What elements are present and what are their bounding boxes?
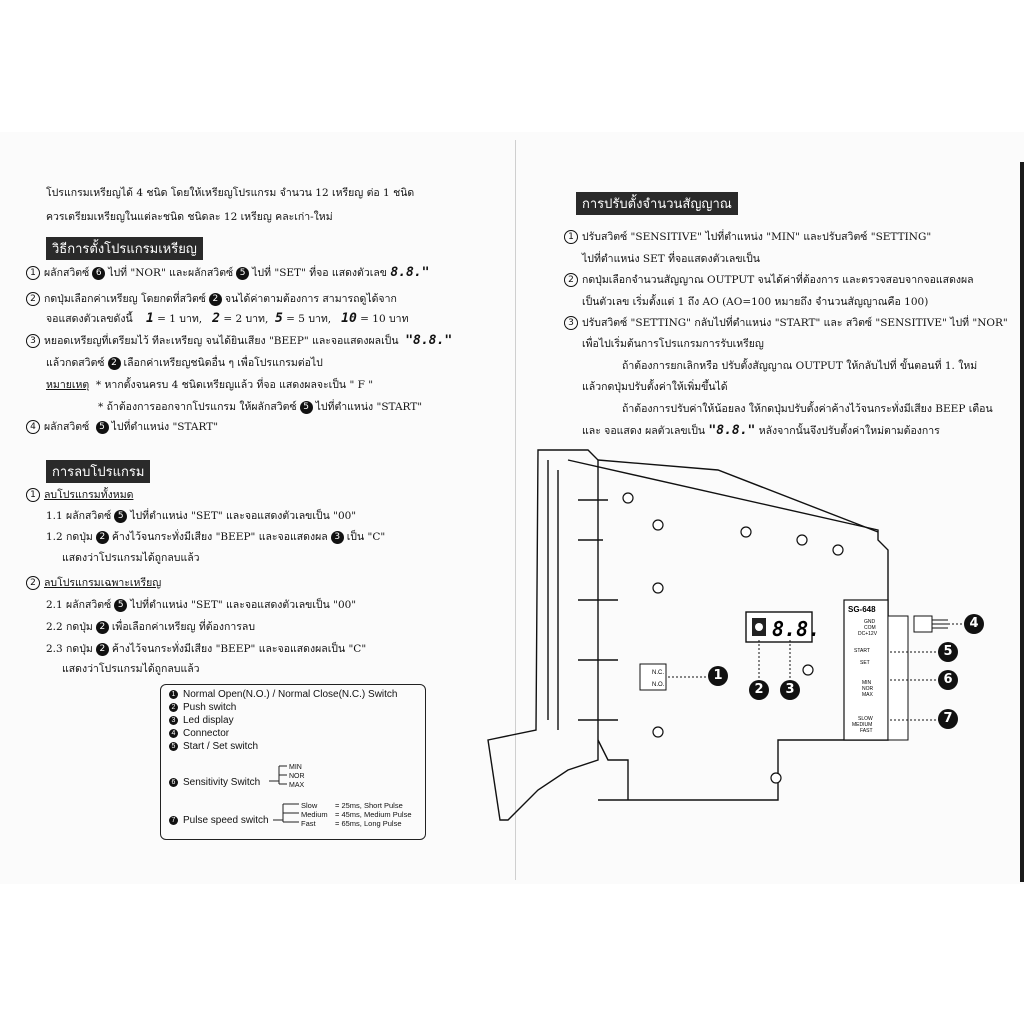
erase-heading: การลบโปรแกรม xyxy=(46,460,150,483)
set-label: SET xyxy=(860,660,870,666)
adjust-step-2-cont: เป็นตัวเลข เริ่มตั้งแต่ 1 ถึง AO (AO=100 หมายถึง จำนวนสัญญาณคือ 100) xyxy=(582,296,929,308)
callout-5-icon: 5 xyxy=(300,401,313,414)
erase-1-1: 1.1 ผลักสวิตซ์ 5 ไปที่ตำแหน่ง "SET" และจอแสดงตัวเลขเป็น "00" xyxy=(46,510,357,522)
callout-2: 2 xyxy=(749,680,769,700)
callout-5-icon: 5 xyxy=(236,267,249,280)
erase-2-1: 2.1 ผลักสวิตซ์ 5 ไปที่ตำแหน่ง "SET" และจอแสดงตัวเลขเป็น "00" xyxy=(46,599,357,611)
adjust-para-1: ถ้าต้องการยกเลิกหรือ ปรับตั้งสัญญาณ OUTPUT ให้กลับไปที่ ขั้นตอนที่ 1. ใหม่ xyxy=(622,360,978,372)
adjust-step-3: 3 ปรับสวิตซ์ "SETTING" กลับไปที่ตำแหน่ง "START" และ สวิตซ์ "SENSITIVE" ไปที่ "NOR" xyxy=(564,316,1008,330)
legend-item-7: 7 Pulse speed switch xyxy=(169,815,269,826)
step-number: 2 xyxy=(564,273,578,287)
legend-item-6: 6 Sensitivity Switch xyxy=(169,777,260,788)
seg-display: 8.8." xyxy=(390,265,430,280)
callout-1: 1 xyxy=(708,666,728,686)
step-number: 2 xyxy=(26,292,40,306)
setup-step-1: 1 ผลักสวิตซ์ 6 ไปที่ "NOR" และผลักสวิตซ์ 5 ไปที่ "SET" ที่จอ แสดงตัวเลข 8.8." xyxy=(26,266,429,280)
legend-item-4: 4 Connector xyxy=(169,728,229,739)
step-number: 4 xyxy=(26,420,40,434)
start-label: START xyxy=(854,648,870,654)
legend-item-3: 3 Led display xyxy=(169,715,234,726)
callout-2-icon: 2 xyxy=(209,293,222,306)
no-label: N.O. xyxy=(652,682,665,688)
callout-2-icon: 2 xyxy=(96,531,109,544)
push-button xyxy=(755,623,763,631)
callout-2-icon: 2 xyxy=(96,643,109,656)
adjust-step-1: 1 ปรับสวิตซ์ "SENSITIVE" ไปที่ตำแหน่ง "MIN" และปรับสวิตซ์ "SETTING" xyxy=(564,230,931,244)
callout-5-icon: 5 xyxy=(114,510,127,523)
erase-1-2-cont: แสดงว่าโปรแกรมได้ถูกลบแล้ว xyxy=(62,552,200,564)
adjust-step-3-cont: เพื่อไปเริ่มต้นการโปรแกรมการรับเหรียญ xyxy=(582,338,764,350)
callout-5-icon: 5 xyxy=(114,599,127,612)
max-label: MAX xyxy=(862,692,873,698)
callout-3-icon: 3 xyxy=(331,531,344,544)
setup-step-4: 4 ผลักสวิตซ์ 5 ไปที่ตำแหน่ง "START" xyxy=(26,420,218,434)
legend-item-1: 1 Normal Open(N.O.) / Normal Close(N.C.) Switch xyxy=(169,689,397,700)
callout-2-icon: 2 xyxy=(96,621,109,634)
adjust-para-1-cont: แล้วกดปุ่มปรับตั้งค่าให้เพิ่มขึ้นได้ xyxy=(582,381,728,393)
led-display: 8.8. xyxy=(772,617,821,641)
legend-brackets xyxy=(161,685,425,839)
dc-label: DC+12V xyxy=(858,631,878,637)
adjust-para-2: ถ้าต้องการปรับค่าให้น้อยลง ให้กดปุ่มปรับตั้งค่าค้างไว้จนกระทั่งมีเสียง BEEP เตือน xyxy=(622,403,993,415)
board-diagram xyxy=(478,440,998,830)
model-label: SG-648 xyxy=(848,605,876,614)
slow-label: SLOW xyxy=(858,716,873,722)
sensitivity-options: MIN NOR MAX xyxy=(289,764,305,789)
adjust-step-2: 2 กดปุ่มเลือกจำนวนสัญญาณ OUTPUT จนได้ค่าที่ต้องการ และตรวจสอบจากจอแสดงผล xyxy=(564,273,974,287)
legend-box xyxy=(160,684,426,840)
note-2: * ถ้าต้องการออกจากโปรแกรม ให้ผลักสวิตซ์ 5 ไปที่ตำแหน่ง "START" xyxy=(98,401,423,413)
erase-1-2: 1.2 กดปุ่ม 2 ค้างไว้จนกระทั่งมีเสียง "BEEP" และจอแสดงผล 3 เป็น "C" xyxy=(46,531,386,543)
erase-2-3-cont: แสดงว่าโปรแกรมได้ถูกลบแล้ว xyxy=(62,663,200,675)
step-number: 1 xyxy=(26,266,40,280)
intro-line-2: ควรเตรียมเหรียญในแต่ละชนิด ชนิดละ 12 เหรียญ คละเก่า-ใหม่ xyxy=(46,211,333,223)
setup-step-2-values: จอแสดงตัวเลขดังนี้ 1 = 1 บาท, 2 = 2 บาท, 5 = 5 บาท, 10 = 10 บาท xyxy=(46,311,409,326)
fast-label: FAST xyxy=(860,728,873,734)
com-label: COM xyxy=(864,625,876,631)
erase-2-3: 2.3 กดปุ่ม 2 ค้างไว้จนกระทั่งมีเสียง "BEEP" และจอแสดงผลเป็น "C" xyxy=(46,643,367,655)
setup-heading: วิธีการตั้งโปรแกรมเหรียญ xyxy=(46,237,203,260)
setup-step-2: 2 กดปุ่มเลือกค่าเหรียญ โดยกดที่สวิตซ์ 2 จนได้ค่าตามต้องการ สามารถดูได้จาก xyxy=(26,292,397,306)
callout-7: 7 xyxy=(938,709,958,729)
adjust-para-2-cont: และ จอแสดง ผลตัวเลขเป็น "8.8." หลังจากนั้นจึงปรับตั้งค่าใหม่ตามต้องการ xyxy=(582,423,940,438)
step-number: 1 xyxy=(564,230,578,244)
step-number: 3 xyxy=(564,316,578,330)
erase-all-heading: 1 ลบโปรแกรมทั้งหมด xyxy=(26,488,133,502)
note-1: หมายเหตุ * หากตั้งจนครบ 4 ชนิดเหรียญแล้ว ที่จอ แสดงผลจะเป็น " F " xyxy=(46,379,374,391)
scan-edge xyxy=(1020,162,1024,882)
callout-6-icon: 6 xyxy=(92,267,105,280)
nc-label: N.C. xyxy=(652,670,664,676)
setup-step-3-cont: แล้วกดสวิตซ์ 2 เลือกค่าเหรียญชนิดอื่น ๆ เพื่อโปรแกรมต่อไป xyxy=(46,357,323,369)
intro-line-1: โปรแกรมเหรียญได้ 4 ชนิด โดยให้เหรียญโปรแกรม จำนวน 12 เหรียญ ต่อ 1 ชนิด xyxy=(46,187,415,199)
medium-label: MEDIUM xyxy=(852,722,873,728)
min-label: MIN xyxy=(862,680,872,686)
adjust-heading: การปรับตั้งจำนวนสัญญาณ xyxy=(576,192,738,215)
setup-step-3: 3 หยอดเหรียญที่เตรียมไว้ ทีละเหรียญ จนได้ยินเสียง "BEEP" และจอแสดงผลเป็น "8.8." xyxy=(26,334,452,348)
legend-item-5: 5 Start / Set switch xyxy=(169,741,258,752)
callout-2-icon: 2 xyxy=(108,357,121,370)
erase-2-2: 2.2 กดปุ่ม 2 เพื่อเลือกค่าเหรียญ ที่ต้องการลบ xyxy=(46,621,255,633)
nor-label: NOR xyxy=(862,686,874,692)
step-number: 2 xyxy=(26,576,40,590)
step-number: 3 xyxy=(26,334,40,348)
callout-6: 6 xyxy=(938,670,958,690)
legend-item-2: 2 Push switch xyxy=(169,702,236,713)
pulse-options: Slow = 25ms, Short Pulse Medium = 45ms, Medium Pulse Fast = 65ms, Long Pulse xyxy=(301,801,412,828)
adjust-step-1-cont: ไปที่ตำแหน่ง SET ที่จอแสดงตัวเลขเป็น xyxy=(582,253,760,265)
gnd-label: GND xyxy=(864,619,876,625)
callout-5: 5 xyxy=(938,642,958,662)
erase-coin-heading: 2 ลบโปรแกรมเฉพาะเหรียญ xyxy=(26,576,161,590)
callout-4: 4 xyxy=(964,614,984,634)
callout-3: 3 xyxy=(780,680,800,700)
step-number: 1 xyxy=(26,488,40,502)
callout-5-icon: 5 xyxy=(96,421,109,434)
